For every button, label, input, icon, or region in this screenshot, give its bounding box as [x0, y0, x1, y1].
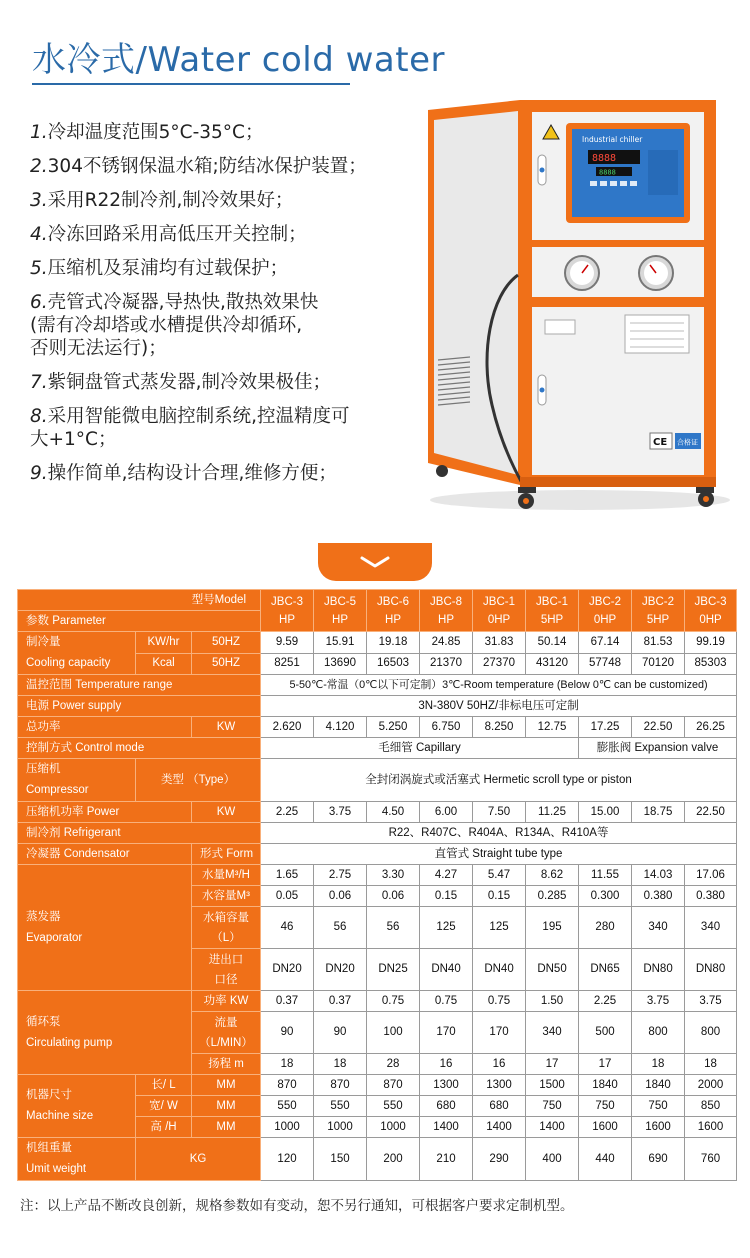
unit-cell: KW/hr: [136, 632, 192, 654]
value-cell: 1400: [420, 1117, 473, 1138]
compressor-type-label: 类型 （Type）: [136, 759, 261, 802]
value-cell: 170: [473, 1012, 526, 1054]
value-cell: 57748: [579, 653, 632, 675]
value-cell: DN80: [632, 949, 685, 991]
unit-cell: 扬程 m: [192, 1054, 261, 1075]
unit-cell: KW: [192, 717, 261, 738]
value-cell: 19.18: [367, 632, 420, 654]
value-cell: 1600: [632, 1117, 685, 1138]
model-header: 型号Model: [18, 590, 261, 611]
pressure-gauge-right: [639, 256, 673, 290]
value-cell: 550: [367, 1096, 420, 1117]
value-cell: 18: [314, 1054, 367, 1075]
value-cell: 81.53: [632, 632, 685, 654]
value-cell: 2.620: [261, 717, 314, 738]
feature-number: 9.: [30, 463, 48, 484]
feature-number: 7.: [30, 372, 48, 393]
value-cell: DN20: [261, 949, 314, 991]
value-cell: 99.19: [685, 632, 737, 654]
feature-text: 采用R22制冷剂,制冷效果好；: [47, 190, 294, 211]
model-name-cell: [314, 590, 367, 632]
dim-label: 宽/ W: [136, 1096, 192, 1117]
feature-text: 冷却温度范围5°C-35°C；: [47, 122, 264, 143]
value-cell: 13690: [314, 653, 367, 675]
chevron-down-icon: [358, 555, 392, 569]
value-cell: 3.75: [314, 802, 367, 823]
value-cell: 1600: [685, 1117, 737, 1138]
feature-text: 采用智能微电脑控制系统,控温精度可: [47, 406, 350, 427]
value-cell: 16503: [367, 653, 420, 675]
panel-label: Industrial chiller: [582, 135, 643, 144]
value-cell: 340: [632, 907, 685, 949]
value-cell: 17: [579, 1054, 632, 1075]
feature-number: 8.: [30, 406, 48, 427]
value-cell: 90: [261, 1012, 314, 1054]
pump-flow-label: [192, 1012, 261, 1054]
temp-value: 5-50℃-常温（0℃以下可定制）3℃-Room temperature (Below 0℃ can be customized): [261, 675, 737, 696]
ce-mark: CE: [653, 437, 668, 448]
value-cell: 680: [420, 1096, 473, 1117]
unit-cell: KW: [192, 802, 261, 823]
value-cell: 2000: [685, 1075, 737, 1096]
pump-label: [18, 991, 192, 1075]
cell-line: 机器尺寸: [26, 1089, 72, 1101]
value-cell: 70120: [632, 653, 685, 675]
value-cell: 0.37: [314, 991, 367, 1012]
value-cell: 120: [261, 1138, 314, 1181]
value-cell: 50.14: [526, 632, 579, 654]
dim-label: 高 /H: [136, 1117, 192, 1138]
model-name: JBC-3HP: [271, 595, 303, 626]
value-cell: 2.25: [261, 802, 314, 823]
spec-table: [17, 589, 737, 1181]
total-power-label: 总功率: [18, 717, 192, 738]
feature-text: 冷冻回路采用高低压开关控制；: [47, 224, 307, 245]
model-name: JBC-15HP: [536, 595, 568, 626]
value-cell: 8.250: [473, 717, 526, 738]
cell-line: 机组重量: [26, 1142, 72, 1154]
feature-item: [30, 459, 420, 488]
unit-cell: MM: [192, 1096, 261, 1117]
value-cell: 5.250: [367, 717, 420, 738]
value-cell: 5.47: [473, 865, 526, 886]
value-cell: 500: [579, 1012, 632, 1054]
feature-number: 4.: [30, 224, 48, 245]
display-value: 8888: [592, 153, 617, 164]
control-expansion: 膨胀阀 Expansion valve: [579, 738, 737, 759]
value-cell: 17: [526, 1054, 579, 1075]
certificate-badge: 合格证: [677, 438, 698, 447]
model-name: JBC-30HP: [694, 595, 727, 626]
value-cell: 750: [579, 1096, 632, 1117]
value-cell: 17.25: [579, 717, 632, 738]
value-cell: 7.50: [473, 802, 526, 823]
compressor-label: [18, 759, 136, 802]
value-cell: 125: [473, 907, 526, 949]
value-cell: DN50: [526, 949, 579, 991]
model-name-cell: [685, 590, 737, 632]
unit-cell: 50HZ: [192, 632, 261, 654]
value-cell: 0.75: [473, 991, 526, 1012]
value-cell: 100: [367, 1012, 420, 1054]
value-cell: 17.06: [685, 865, 737, 886]
value-cell: 750: [632, 1096, 685, 1117]
value-cell: 28: [367, 1054, 420, 1075]
value-cell: 1300: [473, 1075, 526, 1096]
value-cell: 800: [632, 1012, 685, 1054]
tank-label: [192, 907, 261, 949]
cell-line: 制冷量: [26, 636, 61, 648]
value-cell: 800: [685, 1012, 737, 1054]
value-cell: 340: [685, 907, 737, 949]
feature-text: 否则无法运行)；: [30, 338, 167, 359]
value-cell: 18: [632, 1054, 685, 1075]
control-capillary: 毛细管 Capillary: [261, 738, 579, 759]
value-cell: 1600: [579, 1117, 632, 1138]
feature-number: 1.: [30, 122, 48, 143]
cell-line: （L）: [211, 931, 241, 944]
value-cell: 4.50: [367, 802, 420, 823]
feature-text: 大+1°C；: [30, 429, 117, 450]
unit-cell: MM: [192, 1075, 261, 1096]
unit-cell: KG: [136, 1138, 261, 1181]
value-cell: DN20: [314, 949, 367, 991]
value-cell: 125: [420, 907, 473, 949]
value-cell: 200: [367, 1138, 420, 1181]
value-cell: DN40: [420, 949, 473, 991]
value-cell: 43120: [526, 653, 579, 675]
value-cell: 1000: [261, 1117, 314, 1138]
value-cell: 2.75: [314, 865, 367, 886]
value-cell: 850: [685, 1096, 737, 1117]
value-cell: 0.380: [685, 886, 737, 907]
value-cell: 18: [261, 1054, 314, 1075]
cell-line: Umit weight: [26, 1163, 87, 1175]
value-cell: 9.59: [261, 632, 314, 654]
value-cell: 85303: [685, 653, 737, 675]
value-cell: 46: [261, 907, 314, 949]
value-cell: 1300: [420, 1075, 473, 1096]
power-supply-label: 电源 Power supply: [18, 696, 261, 717]
value-cell: 24.85: [420, 632, 473, 654]
condensator-label: 冷凝器 Condensator: [18, 844, 192, 865]
value-cell: 195: [526, 907, 579, 949]
value-cell: 11.25: [526, 802, 579, 823]
value-cell: 0.285: [526, 886, 579, 907]
value-cell: 31.83: [473, 632, 526, 654]
model-name-cell: [420, 590, 473, 632]
value-cell: 3.30: [367, 865, 420, 886]
value-cell: 280: [579, 907, 632, 949]
cell-line: （L/MIN）: [199, 1036, 253, 1049]
value-cell: 1400: [526, 1117, 579, 1138]
cell-line: Cooling capacity: [26, 657, 111, 669]
value-cell: 18.75: [632, 802, 685, 823]
temp-label: 温控范围 Temperature range: [18, 675, 261, 696]
value-cell: 680: [473, 1096, 526, 1117]
value-cell: 16: [420, 1054, 473, 1075]
feature-item: [30, 220, 420, 249]
pressure-gauge-left: [565, 256, 599, 290]
weight-label: [18, 1138, 136, 1181]
value-cell: 21370: [420, 653, 473, 675]
feature-item: [30, 368, 420, 397]
comp-power-label: 压缩机功率 Power: [18, 802, 192, 823]
size-label: [18, 1075, 136, 1138]
cell-line: 压缩机: [26, 763, 61, 775]
cell-line: 蒸发器: [26, 910, 61, 923]
feature-item: [30, 254, 420, 283]
value-cell: 0.15: [420, 886, 473, 907]
cell-line: 流量: [214, 1016, 238, 1029]
value-cell: 1.50: [526, 991, 579, 1012]
value-cell: 340: [526, 1012, 579, 1054]
unit-cell: 水量M³/H: [192, 865, 261, 886]
cooling-label: [18, 632, 136, 675]
value-cell: 15.00: [579, 802, 632, 823]
value-cell: 14.03: [632, 865, 685, 886]
value-cell: 0.37: [261, 991, 314, 1012]
feature-number: 6.: [30, 292, 48, 313]
value-cell: 0.05: [261, 886, 314, 907]
value-cell: 1500: [526, 1075, 579, 1096]
value-cell: 16: [473, 1054, 526, 1075]
pipe-label: [192, 949, 261, 991]
value-cell: 690: [632, 1138, 685, 1181]
compressor-type-value: 全封闭涡旋式或活塞式 Hermetic scroll type or piston: [261, 759, 737, 802]
feature-text: 操作简单,结构设计合理,维修方便；: [47, 463, 337, 484]
refrigerant-label: 制冷剂 Refrigerant: [18, 823, 261, 844]
value-cell: 0.75: [367, 991, 420, 1012]
value-cell: 8.62: [526, 865, 579, 886]
refrigerant-value: R22、R407C、R404A、R134A、R410A等: [261, 823, 737, 844]
value-cell: 0.15: [473, 886, 526, 907]
value-cell: 67.14: [579, 632, 632, 654]
value-cell: 3.75: [632, 991, 685, 1012]
condensator-value: 直管式 Straight tube type: [261, 844, 737, 865]
value-cell: 18: [685, 1054, 737, 1075]
value-cell: 6.750: [420, 717, 473, 738]
form-label: 形式 Form: [192, 844, 261, 865]
value-cell: DN80: [685, 949, 737, 991]
title-underline: [32, 83, 350, 85]
display-small: 8888: [599, 168, 616, 177]
value-cell: 1000: [367, 1117, 420, 1138]
value-cell: 290: [473, 1138, 526, 1181]
value-cell: 8251: [261, 653, 314, 675]
value-cell: 1840: [579, 1075, 632, 1096]
unit-cell: Kcal: [136, 653, 192, 675]
value-cell: 1400: [473, 1117, 526, 1138]
value-cell: 1.65: [261, 865, 314, 886]
value-cell: 760: [685, 1138, 737, 1181]
value-cell: DN40: [473, 949, 526, 991]
cell-line: 循环泵: [26, 1015, 61, 1028]
cell-line: Machine size: [26, 1110, 94, 1122]
model-name-cell: [367, 590, 420, 632]
feature-text: 紫铜盘管式蒸发器,制冷效果极佳；: [47, 372, 332, 393]
value-cell: 210: [420, 1138, 473, 1181]
value-cell: 550: [261, 1096, 314, 1117]
power-supply-value: 3N-380V 50HZ/非标电压可定制: [261, 696, 737, 717]
feature-text: (需有冷却塔或水槽提供冷却循环,: [30, 315, 303, 336]
value-cell: 0.06: [367, 886, 420, 907]
page-title: 水冷式/Water cold water: [32, 40, 445, 80]
value-cell: DN65: [579, 949, 632, 991]
value-cell: 11.55: [579, 865, 632, 886]
model-name-cell: [261, 590, 314, 632]
value-cell: 750: [526, 1096, 579, 1117]
feature-text: 压缩机及泵浦均有过载保护；: [47, 258, 289, 279]
value-cell: 56: [367, 907, 420, 949]
footer-note: 注：以上产品不断改良创新，规格参数如有变动，恕不另行通知，可根据客户要求定制机型。: [20, 1198, 574, 1214]
value-cell: 12.75: [526, 717, 579, 738]
value-cell: 400: [526, 1138, 579, 1181]
unit-cell: 水容量M³: [192, 886, 261, 907]
value-cell: 4.27: [420, 865, 473, 886]
value-cell: DN25: [367, 949, 420, 991]
value-cell: 4.120: [314, 717, 367, 738]
value-cell: 0.06: [314, 886, 367, 907]
model-name-cell: [473, 590, 526, 632]
model-name: JBC-10HP: [483, 595, 515, 626]
model-name: JBC-6HP: [377, 595, 409, 626]
value-cell: 440: [579, 1138, 632, 1181]
model-name: JBC-5HP: [324, 595, 356, 626]
value-cell: 1000: [314, 1117, 367, 1138]
unit-cell: 功率 KW: [192, 991, 261, 1012]
value-cell: 15.91: [314, 632, 367, 654]
cell-line: 水箱容量: [203, 911, 249, 924]
value-cell: 6.00: [420, 802, 473, 823]
feature-number: 3.: [30, 190, 48, 211]
value-cell: 0.380: [632, 886, 685, 907]
model-name: JBC-8HP: [430, 595, 462, 626]
unit-cell: 50HZ: [192, 653, 261, 675]
cell-line: Compressor: [26, 784, 89, 796]
value-cell: 870: [314, 1075, 367, 1096]
value-cell: 870: [261, 1075, 314, 1096]
value-cell: 0.300: [579, 886, 632, 907]
feature-item: [30, 152, 420, 181]
cell-line: Circulating pump: [26, 1036, 113, 1049]
section-chevron-tab: [318, 543, 432, 581]
feature-text: 壳管式冷凝器,导热快,散热效果快: [47, 292, 319, 313]
value-cell: 150: [314, 1138, 367, 1181]
model-name-cell: [632, 590, 685, 632]
cell-line: 口径: [214, 973, 238, 986]
param-header: 参数 Parameter: [18, 611, 261, 632]
feature-item: [30, 118, 420, 147]
value-cell: 870: [367, 1075, 420, 1096]
value-cell: 90: [314, 1012, 367, 1054]
cell-line: 进出口: [208, 953, 244, 966]
value-cell: 1840: [632, 1075, 685, 1096]
value-cell: 550: [314, 1096, 367, 1117]
value-cell: 2.25: [579, 991, 632, 1012]
feature-list: [30, 118, 420, 493]
dim-label: 长/ L: [136, 1075, 192, 1096]
value-cell: 26.25: [685, 717, 737, 738]
value-cell: 0.75: [420, 991, 473, 1012]
cell-line: Evaporator: [26, 931, 83, 944]
feature-text: 304不锈钢保温水箱;防结冰保护装置；: [47, 156, 367, 177]
feature-number: 5.: [30, 258, 48, 279]
feature-item: [30, 186, 420, 215]
model-name-cell: [526, 590, 579, 632]
control-label: 控制方式 Control mode: [18, 738, 261, 759]
value-cell: 22.50: [685, 802, 737, 823]
evaporator-label: [18, 865, 192, 991]
value-cell: 22.50: [632, 717, 685, 738]
value-cell: 27370: [473, 653, 526, 675]
chiller-machine-illustration: [420, 95, 735, 515]
value-cell: 56: [314, 907, 367, 949]
model-name: JBC-25HP: [642, 595, 674, 626]
model-name: JBC-20HP: [589, 595, 621, 626]
value-cell: 3.75: [685, 991, 737, 1012]
model-name-cell: [579, 590, 632, 632]
value-cell: 170: [420, 1012, 473, 1054]
unit-cell: MM: [192, 1117, 261, 1138]
feature-number: 2.: [30, 156, 48, 177]
